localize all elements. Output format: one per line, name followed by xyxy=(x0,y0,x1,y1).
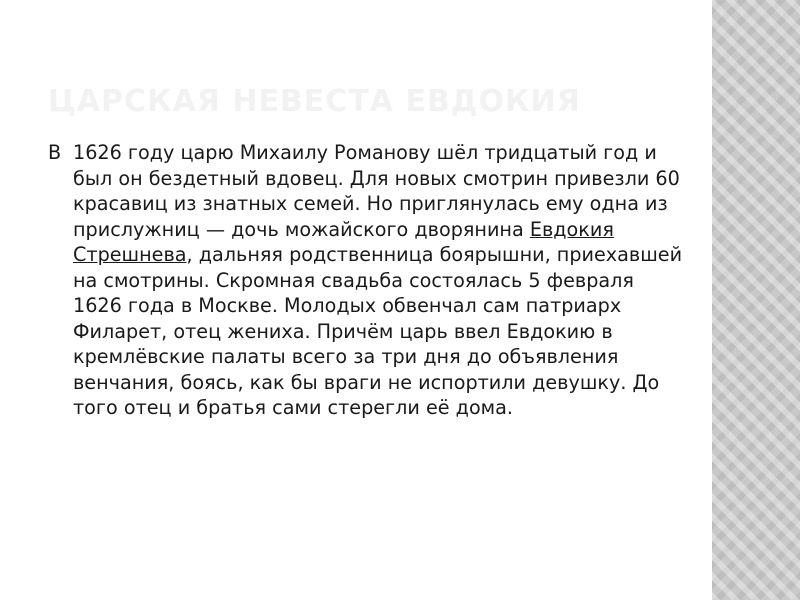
slide-title: ЦАРСКАЯ НЕВЕСТА ЕВДОКИЯ xyxy=(48,84,581,119)
paragraph-text-part1: 1626 году царю Михаилу Романову шёл тридцатый год и был он бездетный вдовец. Для новых смотрин привезли 60 красавиц из знатных семей. Но приглянулась ему одна из прислужниц — дочь можайского дворянина xyxy=(73,141,680,241)
evdokia-streshneva-link[interactable]: Евдокия Стрешнева xyxy=(73,217,614,266)
slide-paragraph xyxy=(48,140,688,421)
paragraph-text-part2: , дальняя родственница боярышни, приехавшей на смотрины. Скромная свадьба состоялась 5 февраля 1626 года в Москве. Молодых обвенчал сам патриарх Филарет, отец жениха. Причём царь ввел Евдокию в кремлёвские палаты всего за три дня до объявления венчания, боясь, как бы враги не испортили девушку. До того отец и братья сами стерегли её дома. xyxy=(73,243,683,419)
bullet-marker: В xyxy=(48,141,62,164)
decorative-side-band xyxy=(712,0,800,600)
